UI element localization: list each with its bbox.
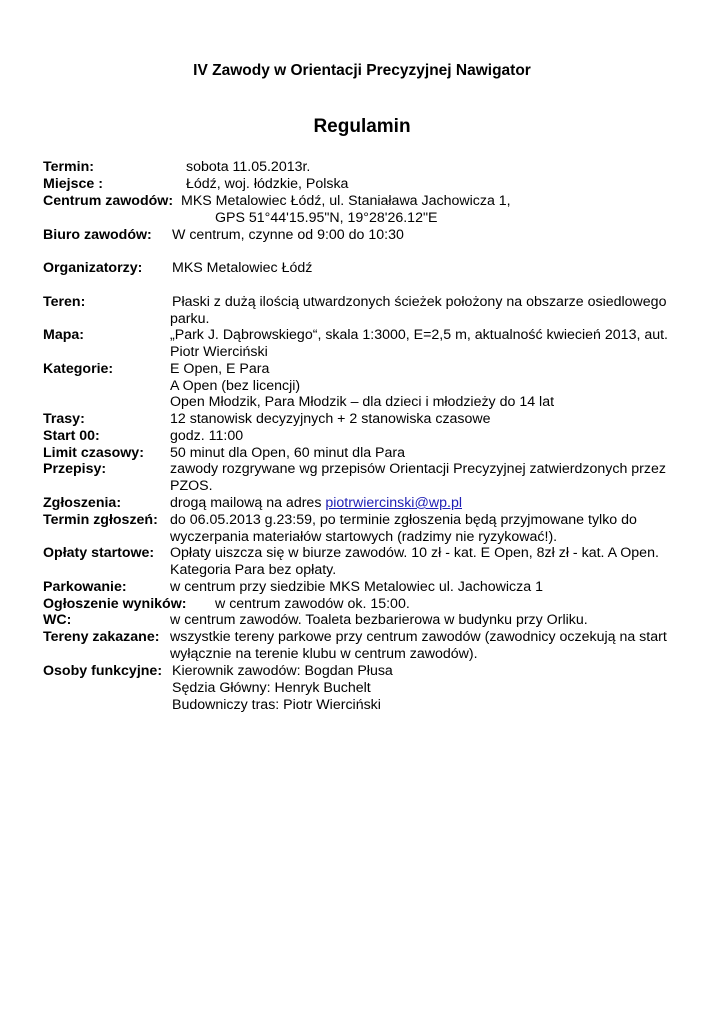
start-value: godz. 11:00 [170,428,244,444]
start-label: Start 00: [43,428,100,444]
kategorie-line-2: A Open (bez licencji) [170,378,301,394]
biuro-label: Biuro zawodów: [43,227,152,243]
centrum-value: MKS Metalowiec Łódź, ul. Staniaława Jachowicza 1, [181,193,511,209]
parkowanie-label: Parkowanie: [43,579,127,595]
teren-label: Teren: [43,294,86,310]
przepisy-line-1: zawody rozgrywane wg przepisów Orientacji Precyzyjnej zatwierdzonych przez [170,461,666,477]
oplaty-line-1: Opłaty uiszcza się w biurze zawodów. 10 zł - kat. E Open, 8zł zł - kat. A Open. [170,545,659,561]
kategorie-line-1: E Open, E Para [170,361,270,377]
termin-value: sobota 11.05.2013r. [186,159,311,175]
biuro-value: W centrum, czynne od 9:00 do 10:30 [172,227,404,243]
miejsce-value: Łódź, woj. łódzkie, Polska [186,176,349,192]
parkowanie-value: w centrum przy siedzibie MKS Metalowiec ul. Jachowicza 1 [170,579,543,595]
teren-line-2: parku. [170,311,210,327]
organizatorzy-label: Organizatorzy: [43,260,143,276]
kategorie-line-3: Open Młodzik, Para Młodzik – dla dzieci i młodzieży do 14 lat [170,394,555,410]
email-link[interactable]: piotrwiercinski@wp.pl [325,495,462,511]
document-title: IV Zawody w Orientacji Precyzyjnej Nawigator [193,62,531,79]
termin-label: Termin: [43,159,94,175]
ogloszenie-label: Ogłoszenie wyników: [43,596,187,612]
oplaty-line-2: Kategoria Para bez opłaty. [170,562,337,578]
mapa-line-1: „Park J. Dąbrowskiego“, skala 1:3000, E=2,5 m, aktualność kwiecień 2013, aut. [170,327,669,343]
termin-zgloszen-label: Termin zgłoszeń: [43,512,158,528]
osoby-line-3: Budowniczy tras: Piotr Wierciński [172,697,381,713]
osoby-label: Osoby funkcyjne: [43,663,163,679]
teren-line-1: Płaski z dużą ilością utwardzonych ścieżek położony na obszarze osiedlowego [172,294,667,310]
mapa-line-2: Piotr Wierciński [170,344,268,360]
limit-label: Limit czasowy: [43,445,144,461]
limit-value: 50 minut dla Open, 60 minut dla Para [170,445,406,461]
document-subtitle: Regulamin [313,116,411,137]
mapa-label: Mapa: [43,327,84,343]
wc-label: WC: [43,612,72,628]
centrum-label: Centrum zawodów: [43,193,174,209]
miejsce-label: Miejsce : [43,176,103,192]
centrum-gps: GPS 51°44'15.95"N, 19°28'26.12"E [215,210,438,226]
przepisy-line-2: PZOS. [170,478,213,494]
termin-zgloszen-line-2: wyczerpania materiałów startowych (radzimy nie ryzykować!). [170,529,558,545]
zgloszenia-text: drogą mailową na adres [170,495,326,511]
wc-value: w centrum zawodów. Toaleta bezbarierowa w budynku przy Orliku. [170,612,588,628]
kategorie-label: Kategorie: [43,361,114,377]
organizatorzy-value: MKS Metalowiec Łódź [172,260,313,276]
oplaty-label: Opłaty startowe: [43,545,155,561]
osoby-line-1: Kierownik zawodów: Bogdan Płusa [172,663,393,679]
zgloszenia-label: Zgłoszenia: [43,495,122,511]
termin-zgloszen-line-1: do 06.05.2013 g.23:59, po terminie zgłoszenia będą przyjmowane tylko do [170,512,637,528]
tereny-line-1: wszystkie tereny parkowe przy centrum zawodów (zawodnicy oczekują na start [170,629,667,645]
osoby-line-2: Sędzia Główny: Henryk Buchelt [172,680,371,696]
zgloszenia-value [170,495,462,512]
trasy-label: Trasy: [43,411,85,427]
tereny-label: Tereny zakazane: [43,629,160,645]
przepisy-label: Przepisy: [43,461,107,477]
tereny-line-2: wyłącznie na terenie klubu w centrum zawodów). [170,646,478,662]
trasy-value: 12 stanowisk decyzyjnych + 2 stanowiska czasowe [170,411,491,427]
ogloszenie-value: w centrum zawodów ok. 15:00. [215,596,410,612]
